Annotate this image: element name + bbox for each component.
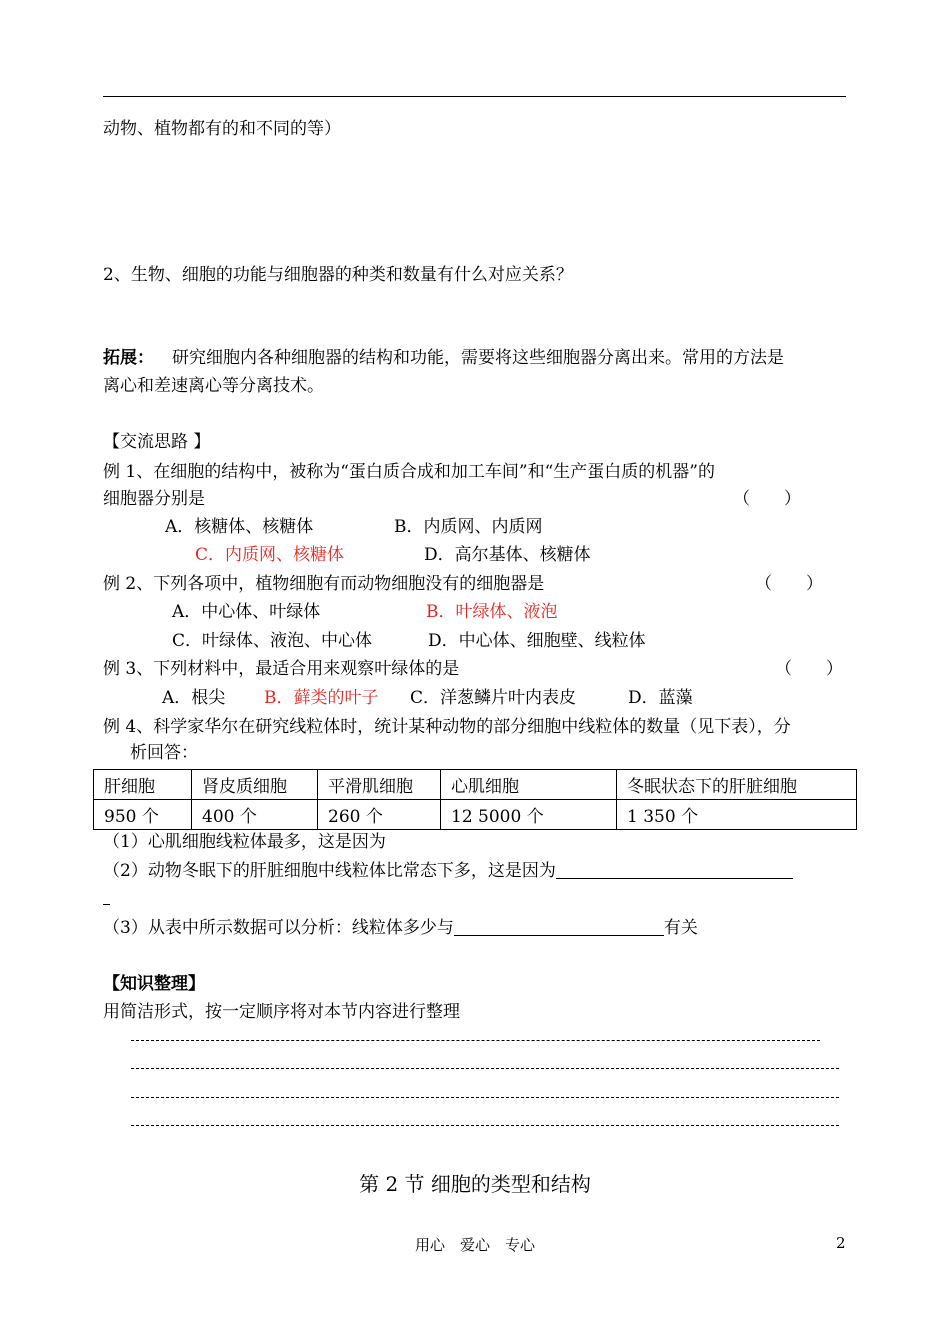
notes-dashed-line[interactable] [131,1068,839,1069]
mitochondria-count-table [93,769,857,830]
example-3-option-d: D．蓝藻 [628,688,693,708]
table-cell: 12 5000 个 [441,800,617,830]
table-header-cell: 平滑肌细胞 [318,770,441,800]
example-3-option-b: B．藓类的叶子 [264,688,379,708]
example-2-option-b: B．叶绿体、液泡 [426,602,558,622]
answer-blank-2-overflow [103,904,110,905]
extension-text-1: 研究细胞内各种细胞器的结构和功能，需要将这些细胞器分离出来。常用的方法是 [172,348,784,368]
example-4-stem-2: 析回答： [130,743,198,763]
table-cell: 260 个 [318,800,441,830]
sub-question-2 [103,860,793,882]
example-2-stem: 例 2、下列各项中，植物细胞有而动物细胞没有的细胞器是 [103,574,545,594]
notes-dashed-line[interactable] [131,1125,839,1126]
table-cell: 400 个 [192,800,318,830]
notes-dashed-line[interactable] [131,1040,820,1041]
sub-question-3-suffix: 有关 [663,918,698,938]
header-rule [103,96,846,97]
table-header-cell: 冬眠状态下的肝脏细胞 [617,770,857,800]
table-header-cell: 肾皮质细胞 [192,770,318,800]
footer-motto: 用心 爱心 专心 [414,1236,535,1254]
sub-question-2-text: （2）动物冬眠下的肝脏细胞中线粒体比常态下多，这是因为 [103,861,556,881]
example-2-option-c: C．叶绿体、液泡、中心体 [172,631,373,651]
page-number: 2 [836,1234,846,1252]
example-1-stem-1: 例 1、在细胞的结构中，被称为“蛋白质合成和加工车间”和“生产蛋白质的机器”的 [103,462,715,482]
question-2: 2、生物、细胞的功能与细胞器的种类和数量有什么对应关系？ [103,265,573,285]
table-row [94,800,857,830]
example-3-answer-paren: （ ） [775,659,843,679]
answer-blank-2[interactable] [556,860,793,879]
notes-dashed-line[interactable] [131,1097,839,1098]
knowledge-heading: 【知识整理】 [103,974,205,994]
example-1-option-a: A．核糖体、核糖体 [165,517,314,537]
example-2-answer-paren: （ ） [755,574,823,594]
example-1-option-c: C．内质网、核糖体 [195,545,345,565]
sub-question-3 [103,917,698,939]
example-1-stem-2: 细胞器分别是 [103,489,205,509]
exchange-heading: 【交流思路 】 [103,432,211,452]
example-3-option-c: C．洋葱鳞片叶内表皮 [410,688,577,708]
example-1-answer-paren: （ ） [733,489,801,509]
example-3-option-a: A．根尖 [162,688,226,708]
example-2-option-d: D．中心体、细胞壁、线粒体 [428,631,646,651]
answer-blank-3[interactable] [454,917,664,936]
example-1-option-d: D．高尔基体、核糖体 [424,545,591,565]
table-header-cell: 心肌细胞 [441,770,617,800]
sub-question-1: （1）心肌细胞线粒体最多，这是因为 [103,832,386,852]
sub-question-3-text: （3）从表中所示数据可以分析：线粒体多少与 [103,918,454,938]
table-cell: 950 个 [94,800,192,830]
example-1-option-b: B．内质网、内质网 [394,517,543,537]
table-header-cell: 肝细胞 [94,770,192,800]
extension-line-2: 离心和差速离心等分离技术。 [103,376,324,396]
intro-tail: 动物、植物都有的和不同的等） [103,119,341,139]
extension-label: 拓展： [103,348,154,368]
section-title: 第 2 节 细胞的类型和结构 [359,1172,591,1196]
example-4-stem-1: 例 4、科学家华尔在研究线粒体时，统计某种动物的部分细胞中线粒体的数量（见下表），分 [103,717,791,737]
table-cell: 1 350 个 [617,800,857,830]
extension-line-1 [103,347,784,369]
example-2-option-a: A．中心体、叶绿体 [172,602,321,622]
knowledge-instruction: 用简洁形式，按一定顺序将对本节内容进行整理 [103,1002,460,1022]
table-header-row [94,770,857,800]
example-3-stem: 例 3、下列材料中，最适合用来观察叶绿体的是 [103,659,460,679]
